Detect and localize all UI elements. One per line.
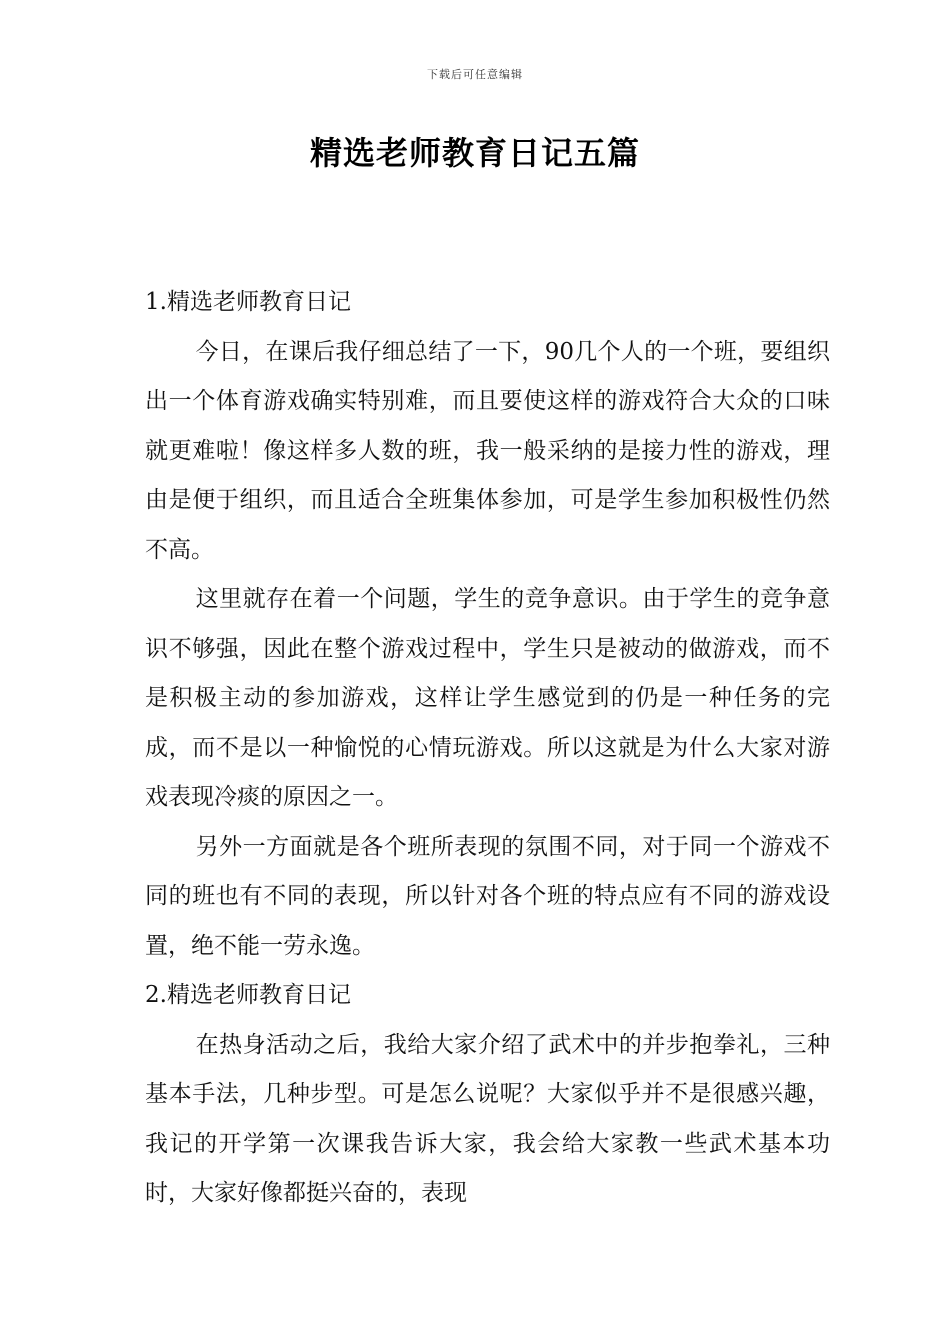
header-note: 下载后可任意编辑 bbox=[427, 68, 523, 81]
paragraph: 在热身活动之后，我给大家介绍了武术中的并步抱拳礼，三种基本手法，几种步型。可是怎么说呢？大家似乎并不是很感兴趣，我记的开学第一次课我告诉大家，我会给大家教一些武术基本功时，大家好像都挺兴奋的，表现 bbox=[145, 1031, 830, 1206]
paragraph: 另外一方面就是各个班所表现的氛围不同，对于同一个游戏不同的班也有不同的表现，所以针对各个班的特点应有不同的游戏设置，绝不能一劳永逸。 bbox=[145, 833, 830, 959]
document-title: 精选老师教育日记五篇 bbox=[309, 134, 640, 172]
section-heading: 2.精选老师教育日记 bbox=[145, 982, 351, 1008]
paragraph: 今日，在课后我仔细总结了一下，90几个人的一个班，要组织出一个体育游戏确实特别难，而且要使这样的游戏符合大众的口味就更难啦！像这样多人数的班，我一般采纳的是接力性的游戏，理由是便于组织，而且适合全班集体参加，可是学生参加积极性仍然不高。 bbox=[145, 338, 830, 563]
document-body bbox=[145, 278, 830, 1219]
paragraph: 这里就存在着一个问题，学生的竞争意识。由于学生的竞争意识不够强，因此在整个游戏过程中，学生只是被动的做游戏，而不是积极主动的参加游戏，这样让学生感觉到的仍是一种任务的完成，而不是以一种愉悦的心情玩游戏。所以这就是为什么大家对游戏表现冷痰的原因之一。 bbox=[145, 586, 830, 810]
section-2 bbox=[145, 971, 830, 1219]
section-heading: 1.精选老师教育日记 bbox=[145, 289, 351, 315]
section-1 bbox=[145, 278, 830, 971]
